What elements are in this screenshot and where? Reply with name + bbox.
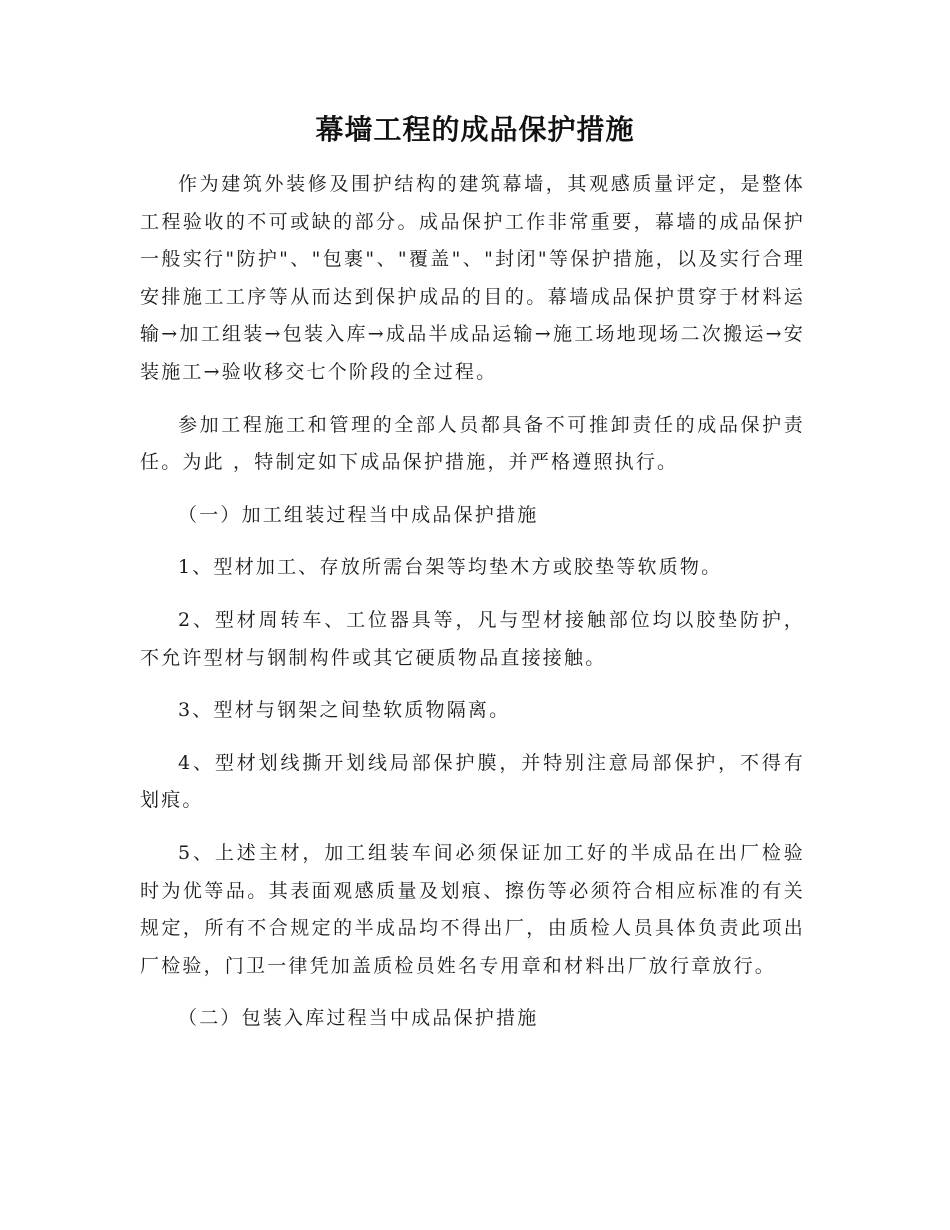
section-heading-packaging: （二）包装入库过程当中成品保护措施 [178, 1007, 539, 1030]
list-item: 3、型材与钢架之间垫软质物隔离。 [178, 699, 511, 722]
document-body [140, 166, 805, 1038]
list-item: 2、型材周转车、工位器具等，凡与型材接触部位均以胶垫防护，不允许型材与钢制构件或其它硬质物品直接接触。 [140, 608, 805, 669]
list-item: 5、上述主材，加工组装车间必须保证加工好的半成品在出厂检验时为优等品。其表面观感质量及划痕、擦伤等必须符合相应标准的有关规定，所有不合规定的半成品均不得出厂，由质检人员具体负责此项出厂检验，门卫一律凭加盖质检员姓名专用章和材料出厂放行章放行。 [140, 841, 805, 977]
intro-paragraph: 作为建筑外装修及围护结构的建筑幕墙，其观感质量评定，是整体工程验收的不可或缺的部分。成品保护工作非常重要，幕墙的成品保护一般实行"防护"、"包裹"、"覆盖"、"封闭"等保护措施，以及实行合理安排施工工序等从而达到保护成品的目的。幕墙成品保护贯穿于材料运输→加工组装→包装入库→成品半成品运输→施工场地现场二次搬运→安装施工→验收移交七个阶段的全过程。 [140, 173, 805, 383]
section-heading-processing: （一）加工组装过程当中成品保护措施 [178, 503, 539, 526]
document-title: 幕墙工程的成品保护措施 [315, 113, 635, 146]
list-item: 4、型材划线撕开划线局部保护膜，并特别注意局部保护，不得有划痕。 [140, 751, 805, 812]
list-item: 1、型材加工、存放所需台架等均垫木方或胶垫等软质物。 [178, 556, 723, 579]
responsibility-paragraph: 参加工程施工和管理的全部人员都具备不可推卸责任的成品保护责任。为此 ，特制定如下成品保护措施，并严格遵照执行。 [140, 413, 805, 474]
